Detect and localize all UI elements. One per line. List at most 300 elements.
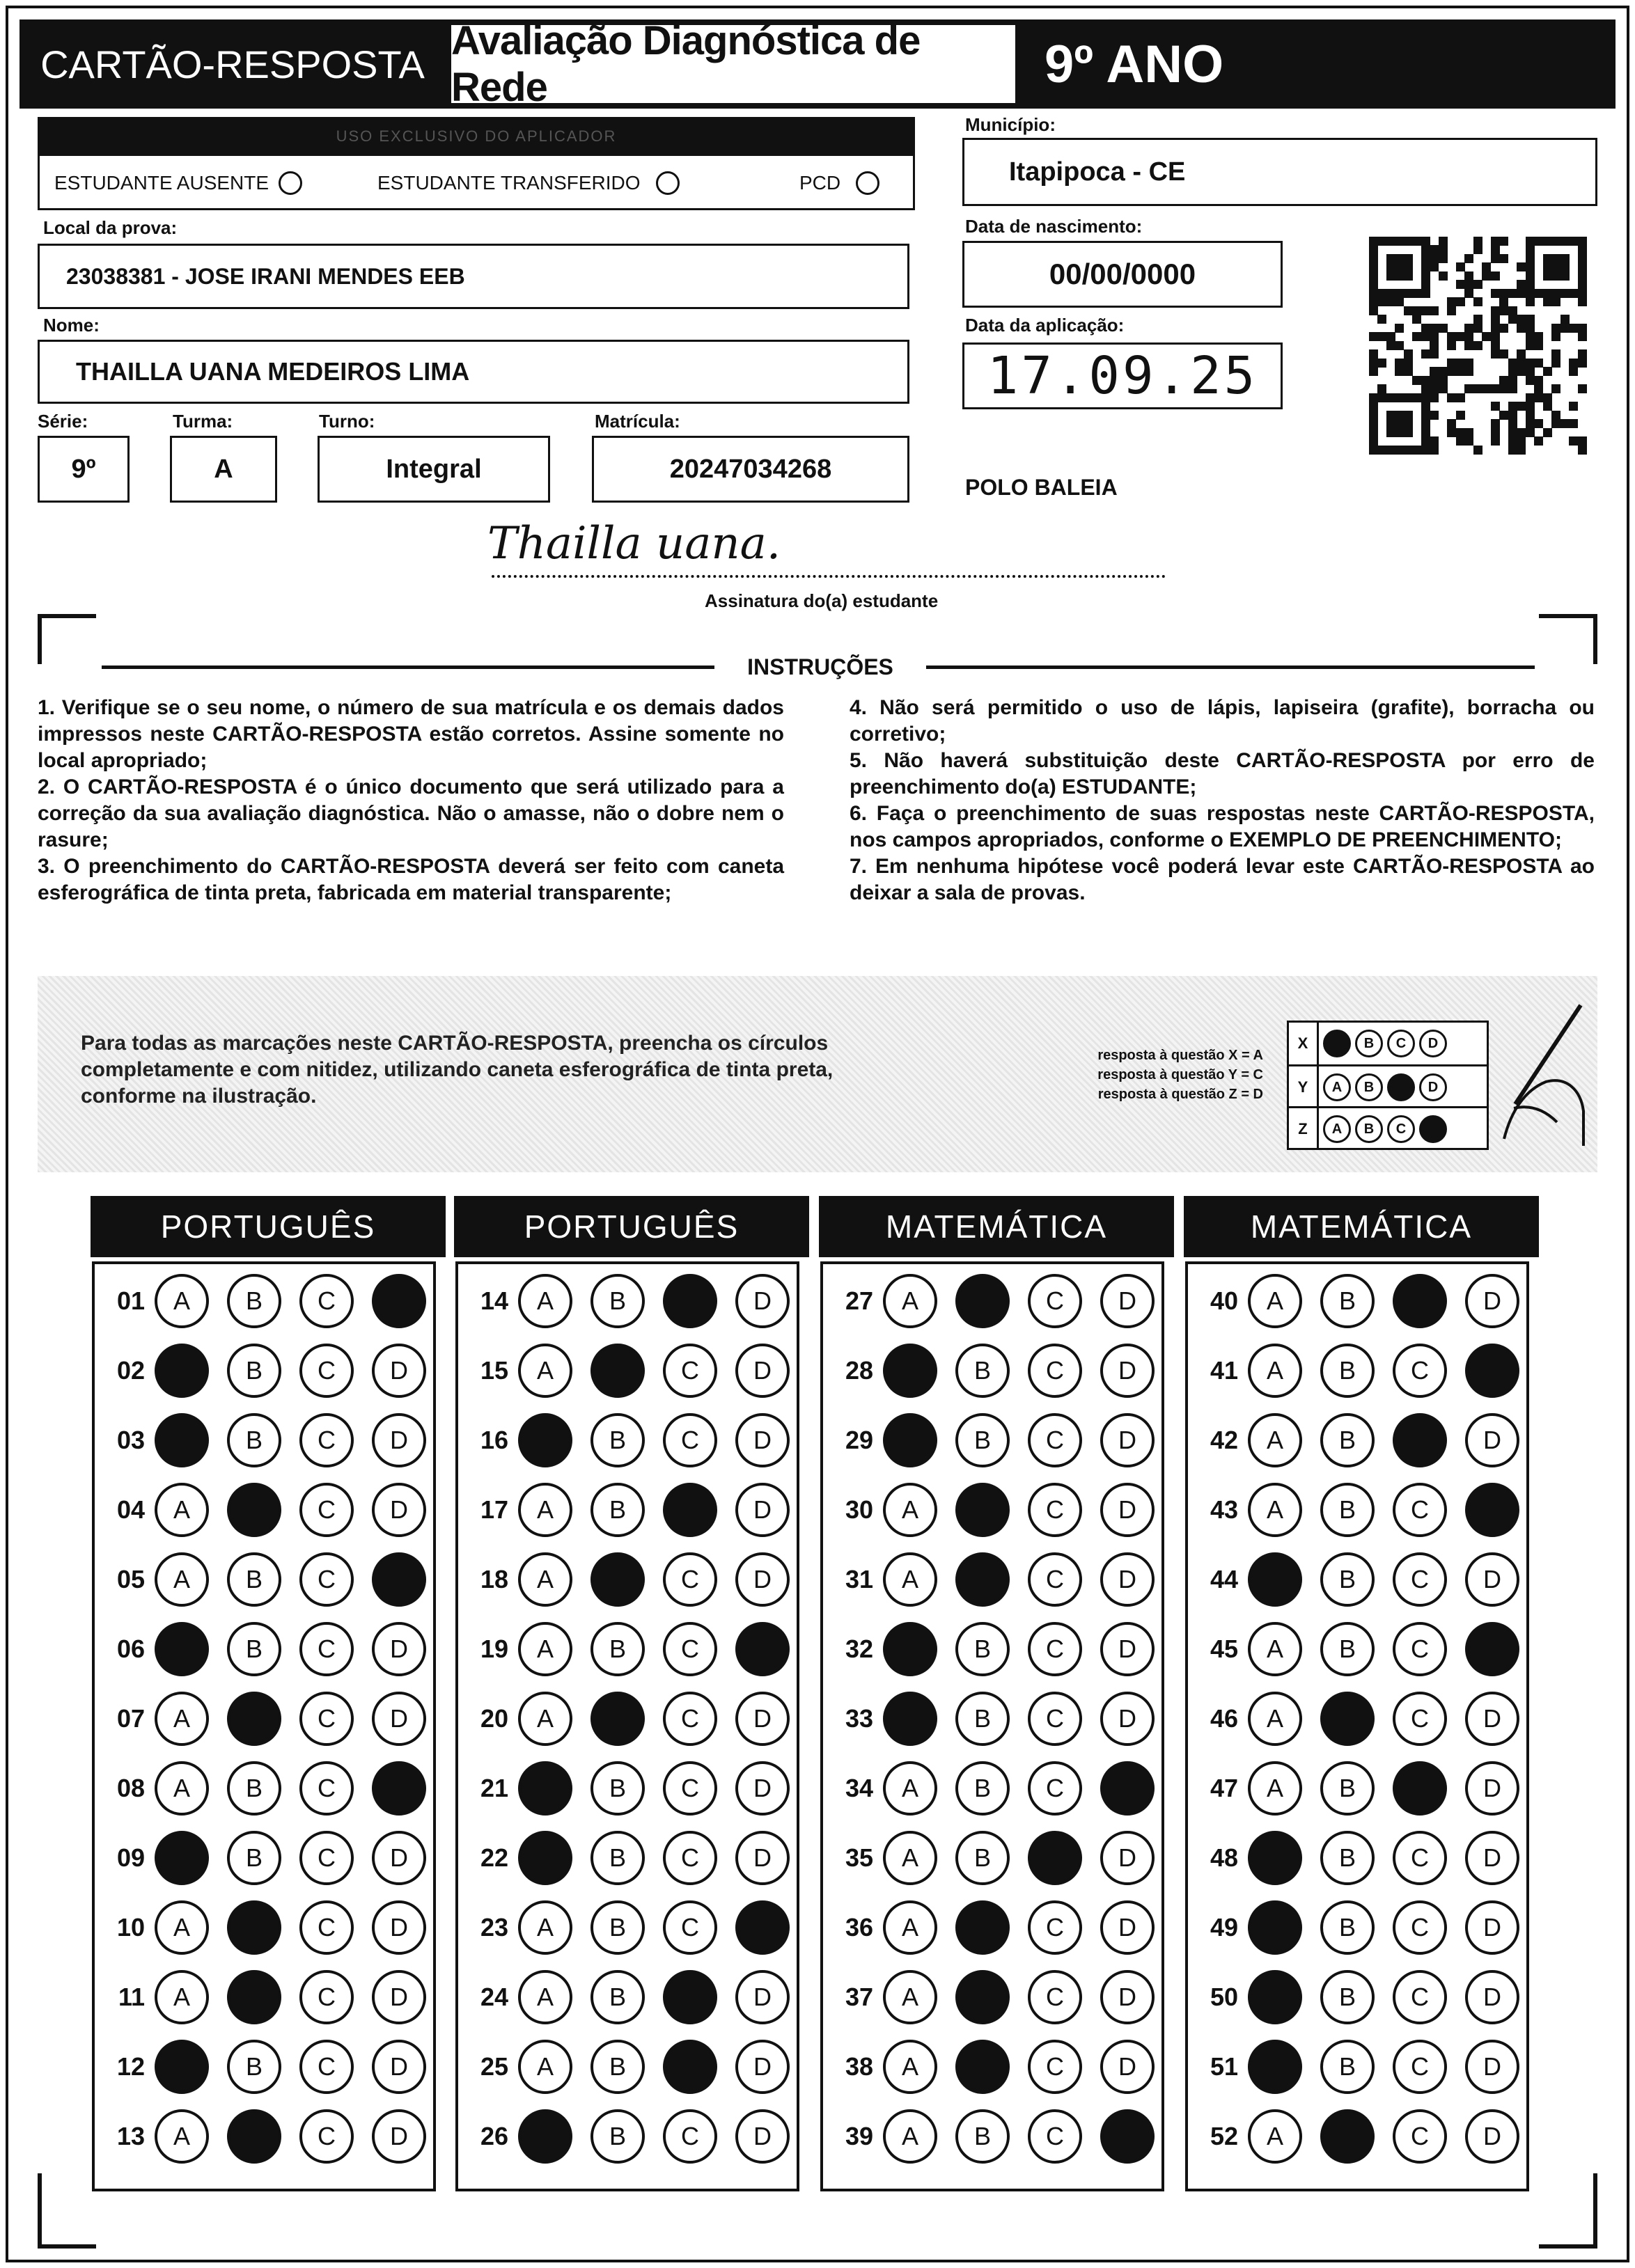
answer-bubble-c[interactable]: C: [1028, 1970, 1082, 2024]
answer-bubble-a[interactable]: A: [1248, 1761, 1302, 1816]
answer-bubble-a[interactable]: [518, 1413, 572, 1467]
answer-bubble-a[interactable]: A: [883, 1761, 937, 1816]
answer-bubble-b[interactable]: [955, 1970, 1010, 2024]
answer-bubble-c[interactable]: C: [299, 2040, 354, 2094]
qr-module: [1439, 324, 1448, 333]
answer-bubble-d[interactable]: D: [372, 2040, 426, 2094]
qr-module: [1464, 289, 1473, 298]
answer-bubble-a[interactable]: [883, 1622, 937, 1676]
answer-bubble-b[interactable]: B: [227, 2040, 281, 2094]
qr-module: [1447, 341, 1456, 350]
answer-bubble-c[interactable]: C: [299, 1622, 354, 1676]
answer-bubble-d[interactable]: [372, 1552, 426, 1607]
qr-module: [1534, 332, 1543, 341]
answer-bubble-b[interactable]: B: [590, 2109, 645, 2164]
qr-module: [1526, 402, 1535, 411]
answer-bubble-b[interactable]: B: [227, 1413, 281, 1467]
answer-bubble-a[interactable]: A: [518, 1483, 572, 1537]
question-number: 02: [116, 1356, 145, 1385]
qr-module: [1491, 332, 1500, 341]
answer-bubble-d[interactable]: D: [372, 1413, 426, 1467]
answer-bubble-d[interactable]: D: [735, 1692, 790, 1746]
answer-bubble-b[interactable]: B: [1320, 1761, 1375, 1816]
answer-bubble-a[interactable]: A: [883, 1900, 937, 1955]
qr-module: [1526, 289, 1535, 298]
answer-bubble-a[interactable]: A: [518, 2040, 572, 2094]
answer-bubble-d[interactable]: D: [735, 1761, 790, 1816]
answer-bubble-d[interactable]: [1100, 1761, 1155, 1816]
answer-bubble-c[interactable]: C: [663, 1622, 717, 1676]
qr-module: [1456, 332, 1465, 341]
answer-bubble-b[interactable]: [955, 1483, 1010, 1537]
qr-module: [1404, 349, 1413, 359]
answer-bubble-b[interactable]: [955, 1274, 1010, 1328]
answer-bubble-b[interactable]: [227, 1970, 281, 2024]
answer-bubble-d[interactable]: D: [372, 1483, 426, 1537]
answer-bubble-b[interactable]: B: [1320, 1831, 1375, 1885]
answer-bubble-d[interactable]: D: [372, 1692, 426, 1746]
answer-bubble-c[interactable]: C: [299, 1483, 354, 1537]
qr-module: [1569, 367, 1578, 376]
answer-bubble-d[interactable]: D: [372, 1831, 426, 1885]
answer-bubble-d[interactable]: D: [735, 1344, 790, 1398]
answer-bubble-d[interactable]: D: [1465, 1692, 1519, 1746]
answer-bubble-c[interactable]: [1393, 1761, 1447, 1816]
question-number: 17: [480, 1495, 508, 1524]
question-number: 14: [480, 1286, 508, 1315]
qr-module: [1569, 237, 1578, 246]
answer-bubble-b[interactable]: [955, 1552, 1010, 1607]
answer-bubble-b[interactable]: B: [590, 1761, 645, 1816]
qr-module: [1491, 315, 1500, 324]
answer-bubble-c[interactable]: C: [663, 1761, 717, 1816]
answer-bubble-c[interactable]: C: [1393, 1622, 1447, 1676]
answer-bubble-b[interactable]: B: [1320, 1900, 1375, 1955]
answer-bubble-c[interactable]: C: [1028, 1413, 1082, 1467]
qr-module: [1421, 324, 1430, 333]
answer-bubble-a[interactable]: [518, 2109, 572, 2164]
answer-bubble-c[interactable]: C: [1393, 2109, 1447, 2164]
instruction-item: 5. Não haverá substituição deste CARTÃO-RESPOSTA por erro de preenchimento do(a) ESTUDANTE;: [850, 749, 1595, 798]
applicator-bar: USO EXCLUSIVO DO APLICADOR: [38, 117, 915, 156]
question-row: [464, 1970, 790, 2024]
answer-bubble-d[interactable]: D: [1100, 1622, 1155, 1676]
qr-module: [1517, 446, 1526, 455]
answer-bubble-b[interactable]: B: [590, 2040, 645, 2094]
answer-bubble-d[interactable]: D: [372, 1900, 426, 1955]
answer-bubble-d[interactable]: D: [735, 2109, 790, 2164]
question-number: 51: [1210, 2052, 1238, 2081]
answer-bubble-d[interactable]: D: [372, 1344, 426, 1398]
qr-module: [1369, 306, 1378, 315]
answer-bubble-d[interactable]: D: [1465, 1761, 1519, 1816]
qr-module: [1447, 393, 1456, 402]
answer-bubble-c[interactable]: C: [1393, 1970, 1447, 2024]
answer-bubble-a[interactable]: A: [883, 1552, 937, 1607]
column-header-1: PORTUGUÊS: [91, 1196, 446, 1257]
qr-module: [1421, 402, 1430, 411]
status-absent-label: ESTUDANTE AUSENTE: [54, 172, 269, 194]
answer-bubble-a[interactable]: [518, 1761, 572, 1816]
question-number: 37: [845, 1983, 873, 2011]
qr-module: [1508, 411, 1517, 420]
answer-bubble-c[interactable]: C: [299, 1344, 354, 1398]
answer-bubble-c[interactable]: C: [299, 1761, 354, 1816]
qr-module: [1526, 419, 1535, 428]
qr-module: [1421, 280, 1430, 289]
answer-bubble-a[interactable]: [883, 1413, 937, 1467]
answer-bubble-d[interactable]: D: [1465, 1831, 1519, 1885]
answer-bubble-c[interactable]: C: [1028, 1622, 1082, 1676]
answer-bubble-b[interactable]: B: [590, 1900, 645, 1955]
answer-bubble-b[interactable]: B: [955, 1692, 1010, 1746]
answer-bubble-d[interactable]: D: [1100, 1483, 1155, 1537]
answer-bubble-c[interactable]: C: [663, 1692, 717, 1746]
answer-bubble-c[interactable]: C: [1393, 1483, 1447, 1537]
answer-bubble-d[interactable]: D: [1100, 1900, 1155, 1955]
qr-module: [1551, 384, 1560, 393]
qr-module: [1526, 297, 1535, 306]
qr-module: [1447, 419, 1456, 428]
answer-bubble-c[interactable]: C: [299, 1274, 354, 1328]
answer-bubble-b[interactable]: B: [1320, 1622, 1375, 1676]
qr-module: [1517, 428, 1526, 437]
answer-bubble-c[interactable]: C: [663, 1831, 717, 1885]
qr-module: [1464, 367, 1473, 376]
answer-bubble-a[interactable]: [883, 1344, 937, 1398]
question-number: 25: [480, 2052, 508, 2081]
answer-bubble-b[interactable]: [227, 1483, 281, 1537]
answer-bubble-c[interactable]: C: [1028, 1483, 1082, 1537]
answer-bubble-d[interactable]: D: [1100, 1413, 1155, 1467]
answer-bubble-a[interactable]: [155, 1344, 209, 1398]
answer-bubble-d[interactable]: D: [1100, 1831, 1155, 1885]
answer-bubble-a[interactable]: A: [883, 2109, 937, 2164]
qr-module: [1526, 280, 1535, 289]
answer-bubble-d[interactable]: D: [1465, 1274, 1519, 1328]
answer-bubble-c[interactable]: C: [1028, 1900, 1082, 1955]
answer-bubble-b[interactable]: [590, 1552, 645, 1607]
qr-module: [1369, 393, 1378, 402]
answer-bubble-a[interactable]: A: [1248, 1622, 1302, 1676]
answer-bubble-b[interactable]: B: [955, 1344, 1010, 1398]
answer-bubble-b[interactable]: [590, 1344, 645, 1398]
qr-module: [1473, 297, 1483, 306]
answer-bubble-a[interactable]: A: [1248, 1692, 1302, 1746]
answer-bubble-d[interactable]: D: [1465, 1900, 1519, 1955]
qr-module: [1551, 297, 1560, 306]
answer-bubble-d[interactable]: D: [1100, 1692, 1155, 1746]
answer-bubble-a[interactable]: A: [518, 1900, 572, 1955]
qr-module: [1447, 297, 1456, 306]
answer-bubble-a[interactable]: A: [518, 1622, 572, 1676]
qr-module: [1569, 419, 1578, 428]
answer-bubble-c[interactable]: C: [299, 1900, 354, 1955]
qr-module: [1395, 254, 1404, 263]
answer-bubble-b[interactable]: [955, 1900, 1010, 1955]
answer-bubble-b[interactable]: B: [590, 1413, 645, 1467]
qr-module: [1386, 289, 1395, 298]
example-legend-item: resposta à questão X = A: [1097, 1048, 1263, 1063]
qr-module: [1517, 315, 1526, 324]
qr-module: [1439, 384, 1448, 393]
answer-bubble-c[interactable]: C: [1028, 1692, 1082, 1746]
answer-bubble-c[interactable]: C: [299, 1413, 354, 1467]
answer-bubble-d[interactable]: D: [372, 1622, 426, 1676]
answer-bubble-a[interactable]: A: [518, 1344, 572, 1398]
answer-bubble-d[interactable]: [372, 1761, 426, 1816]
answer-bubble-c[interactable]: C: [663, 2109, 717, 2164]
answer-bubble-c[interactable]: C: [1393, 1344, 1447, 1398]
answer-bubble-d[interactable]: D: [1465, 1413, 1519, 1467]
answer-bubble-a[interactable]: A: [518, 1552, 572, 1607]
answer-bubble-b[interactable]: B: [1320, 1344, 1375, 1398]
answer-bubble-a[interactable]: [1248, 1552, 1302, 1607]
answer-bubble-a[interactable]: A: [155, 1274, 209, 1328]
question-row: [464, 1483, 790, 1537]
answer-bubble-d[interactable]: D: [1100, 1552, 1155, 1607]
answer-bubble-c[interactable]: [1393, 1274, 1447, 1328]
answer-bubble-c[interactable]: C: [1393, 1692, 1447, 1746]
answer-bubble-b[interactable]: B: [955, 1413, 1010, 1467]
answer-bubble-d[interactable]: D: [372, 1970, 426, 2024]
answer-bubble-c[interactable]: C: [1028, 1344, 1082, 1398]
answer-bubble-d[interactable]: D: [1100, 1344, 1155, 1398]
example-bubble: A: [1323, 1115, 1351, 1143]
answer-bubble-a[interactable]: A: [518, 1274, 572, 1328]
answer-bubble-b[interactable]: B: [1320, 1413, 1375, 1467]
answer-bubble-c[interactable]: C: [299, 2109, 354, 2164]
answer-bubble-c[interactable]: C: [1393, 2040, 1447, 2094]
answer-bubble-c[interactable]: C: [299, 1970, 354, 2024]
answer-bubble-d[interactable]: D: [735, 1483, 790, 1537]
answer-bubble-b[interactable]: B: [1320, 1483, 1375, 1537]
answer-bubble-b[interactable]: B: [227, 1831, 281, 1885]
qr-module: [1421, 428, 1430, 437]
answer-bubble-d[interactable]: D: [735, 1552, 790, 1607]
answer-bubble-c[interactable]: C: [1393, 1552, 1447, 1607]
answer-bubble-a[interactable]: [1248, 1970, 1302, 2024]
answer-bubble-a[interactable]: [1248, 1900, 1302, 1955]
answer-bubble-b[interactable]: [1320, 2109, 1375, 2164]
answer-bubble-b[interactable]: B: [955, 1831, 1010, 1885]
answer-bubble-a[interactable]: A: [155, 2109, 209, 2164]
answer-bubble-b[interactable]: B: [590, 1831, 645, 1885]
answer-bubble-d[interactable]: [735, 1622, 790, 1676]
answer-bubble-a[interactable]: A: [518, 1692, 572, 1746]
answer-bubble-b[interactable]: B: [227, 1622, 281, 1676]
answer-bubble-a[interactable]: A: [155, 1900, 209, 1955]
qr-module: [1560, 315, 1570, 324]
status-absent-circle[interactable]: [279, 171, 302, 195]
answer-bubble-b[interactable]: B: [1320, 1970, 1375, 2024]
answer-bubble-d[interactable]: [1465, 1344, 1519, 1398]
qr-module: [1421, 271, 1430, 281]
answer-bubble-b[interactable]: B: [1320, 1552, 1375, 1607]
qr-module: [1430, 254, 1439, 263]
qr-module: [1508, 419, 1517, 428]
question-number: 38: [845, 2052, 873, 2081]
question-row: [829, 1552, 1155, 1607]
qr-module: [1421, 446, 1430, 455]
answer-bubble-a[interactable]: A: [883, 1970, 937, 2024]
status-transferred-circle[interactable]: [656, 171, 680, 195]
answer-bubble-a[interactable]: [155, 1831, 209, 1885]
answer-bubble-b[interactable]: B: [227, 1344, 281, 1398]
answer-bubble-d[interactable]: D: [735, 1413, 790, 1467]
answer-bubble-a[interactable]: A: [155, 1761, 209, 1816]
instructions-title: INSTRUÇÕES: [747, 654, 893, 679]
answer-bubble-d[interactable]: D: [1100, 1274, 1155, 1328]
aplicacao-field: 17.09.25: [962, 342, 1283, 409]
answer-bubble-a[interactable]: A: [1248, 1483, 1302, 1537]
answer-bubble-d[interactable]: D: [735, 1274, 790, 1328]
answer-bubble-b[interactable]: B: [955, 1761, 1010, 1816]
question-number: 15: [480, 1356, 508, 1385]
qr-module: [1395, 359, 1404, 368]
answer-bubble-a[interactable]: [1248, 2040, 1302, 2094]
answer-bubble-c[interactable]: C: [299, 1692, 354, 1746]
question-number: 22: [480, 1843, 508, 1872]
answer-bubble-c[interactable]: C: [1028, 1552, 1082, 1607]
qr-module: [1508, 289, 1517, 298]
question-number: 45: [1210, 1635, 1238, 1663]
answer-bubble-b[interactable]: [227, 1692, 281, 1746]
answer-bubble-d[interactable]: D: [372, 2109, 426, 2164]
answer-bubble-a[interactable]: A: [883, 2040, 937, 2094]
answer-bubble-b[interactable]: B: [590, 1970, 645, 2024]
qr-module: [1456, 411, 1465, 420]
answer-bubble-a[interactable]: A: [1248, 1274, 1302, 1328]
answer-bubble-b[interactable]: B: [227, 1552, 281, 1607]
answer-bubble-a[interactable]: A: [1248, 1344, 1302, 1398]
answer-bubble-d[interactable]: [735, 1900, 790, 1955]
answer-bubble-a[interactable]: [883, 1692, 937, 1746]
answer-bubble-b[interactable]: [590, 1692, 645, 1746]
answer-bubble-c[interactable]: C: [1028, 1761, 1082, 1816]
qr-module: [1551, 289, 1560, 298]
answer-bubble-b[interactable]: B: [590, 1622, 645, 1676]
qr-module: [1447, 332, 1456, 341]
answer-bubble-d[interactable]: [1465, 1622, 1519, 1676]
answer-bubble-a[interactable]: [155, 1413, 209, 1467]
answer-bubble-c[interactable]: C: [299, 1552, 354, 1607]
question-number: 39: [845, 2122, 873, 2150]
answer-bubble-c[interactable]: C: [663, 1900, 717, 1955]
answer-bubble-a[interactable]: A: [155, 1552, 209, 1607]
qr-module: [1526, 428, 1535, 437]
answer-bubble-d[interactable]: D: [735, 1831, 790, 1885]
answer-bubble-c[interactable]: [663, 1970, 717, 2024]
qr-module: [1508, 446, 1517, 455]
status-pcd-circle[interactable]: [856, 171, 879, 195]
qr-module: [1386, 332, 1395, 341]
answer-bubble-b[interactable]: [227, 2109, 281, 2164]
answer-bubble-a[interactable]: A: [155, 1692, 209, 1746]
answer-bubble-b[interactable]: B: [227, 1274, 281, 1328]
question-number: 26: [480, 2122, 508, 2150]
answer-bubble-c[interactable]: [1028, 1831, 1082, 1885]
answer-bubble-d[interactable]: D: [735, 2040, 790, 2094]
answer-bubble-a[interactable]: A: [883, 1831, 937, 1885]
answer-bubble-d[interactable]: [1465, 1483, 1519, 1537]
qr-module: [1369, 254, 1378, 263]
qr-module: [1412, 376, 1421, 385]
answer-bubble-a[interactable]: [518, 1831, 572, 1885]
qr-module: [1369, 359, 1378, 368]
answer-bubble-a[interactable]: A: [1248, 1413, 1302, 1467]
answer-bubble-d[interactable]: D: [1465, 1552, 1519, 1607]
answer-bubble-c[interactable]: C: [663, 1413, 717, 1467]
answer-bubble-d[interactable]: [1100, 2109, 1155, 2164]
qr-module: [1369, 367, 1378, 376]
answer-bubble-c[interactable]: C: [663, 1344, 717, 1398]
answer-bubble-d[interactable]: [372, 1274, 426, 1328]
answer-bubble-b[interactable]: B: [955, 1622, 1010, 1676]
answer-bubble-c[interactable]: C: [299, 1831, 354, 1885]
answer-bubble-b[interactable]: B: [1320, 2040, 1375, 2094]
question-row: [100, 1970, 426, 2024]
answer-bubble-d[interactable]: D: [1100, 2040, 1155, 2094]
answer-bubble-a[interactable]: [1248, 1831, 1302, 1885]
answer-bubble-b[interactable]: B: [590, 1483, 645, 1537]
answer-bubble-c[interactable]: C: [1393, 1831, 1447, 1885]
qr-module: [1491, 289, 1500, 298]
question-row: [100, 2040, 426, 2094]
answer-bubble-d[interactable]: D: [1465, 2109, 1519, 2164]
answer-bubble-b[interactable]: B: [590, 1274, 645, 1328]
answer-bubble-a[interactable]: [155, 2040, 209, 2094]
answer-bubble-d[interactable]: D: [1465, 2040, 1519, 2094]
answer-bubble-a[interactable]: A: [883, 1483, 937, 1537]
question-row: [1194, 1552, 1519, 1607]
qr-module: [1491, 436, 1500, 446]
answer-bubble-a[interactable]: A: [1248, 2109, 1302, 2164]
answer-bubble-c[interactable]: [663, 2040, 717, 2094]
answer-bubble-a[interactable]: A: [155, 1970, 209, 2024]
qr-module: [1473, 315, 1483, 324]
answer-bubble-c[interactable]: C: [1393, 1900, 1447, 1955]
grade-title: 9º ANO: [1045, 34, 1224, 94]
answer-bubble-d[interactable]: D: [1100, 1970, 1155, 2024]
answer-bubble-b[interactable]: B: [227, 1761, 281, 1816]
answer-bubble-a[interactable]: A: [518, 1970, 572, 2024]
answer-bubble-b[interactable]: [955, 2040, 1010, 2094]
answer-bubble-a[interactable]: A: [155, 1483, 209, 1537]
answer-bubble-c[interactable]: [663, 1483, 717, 1537]
question-number: 19: [480, 1635, 508, 1663]
turma-label: Turma:: [173, 411, 233, 432]
answer-bubble-c[interactable]: [663, 1274, 717, 1328]
answer-bubble-c[interactable]: C: [1028, 1274, 1082, 1328]
answer-bubble-a[interactable]: A: [883, 1274, 937, 1328]
answer-bubble-a[interactable]: [155, 1622, 209, 1676]
qr-module: [1578, 271, 1587, 281]
corner-bottom-left: [38, 2173, 96, 2249]
answer-bubble-b[interactable]: B: [1320, 1274, 1375, 1328]
qr-module: [1395, 271, 1404, 281]
answer-bubble-b[interactable]: [227, 1900, 281, 1955]
answer-bubble-c[interactable]: C: [1028, 2109, 1082, 2164]
answer-bubble-c[interactable]: [1393, 1413, 1447, 1467]
answer-bubble-d[interactable]: D: [1465, 1970, 1519, 2024]
answer-bubble-b[interactable]: B: [955, 2109, 1010, 2164]
answer-bubble-c[interactable]: C: [663, 1552, 717, 1607]
answer-bubble-d[interactable]: D: [735, 1970, 790, 2024]
answer-bubble-b[interactable]: [1320, 1692, 1375, 1746]
answer-bubble-c[interactable]: C: [1028, 2040, 1082, 2094]
question-row: [829, 2040, 1155, 2094]
